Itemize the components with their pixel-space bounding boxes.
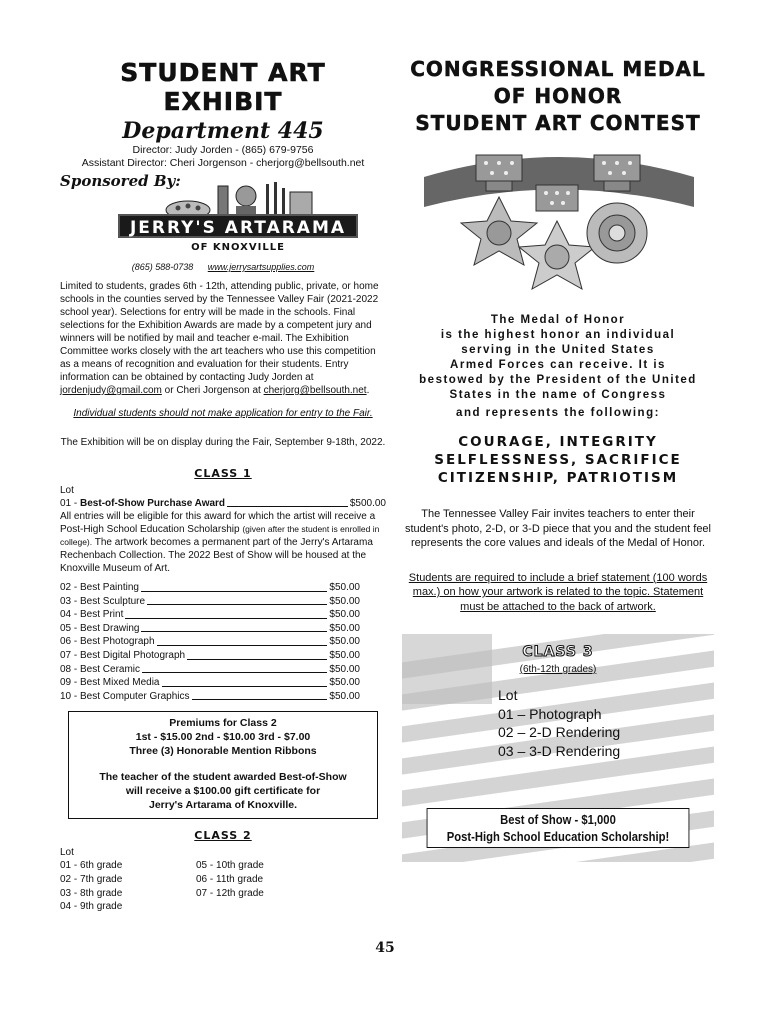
award-label: 05 - Best Drawing — [60, 622, 140, 634]
grade-item: 07 - 12th grade — [196, 887, 264, 899]
award-row — [60, 635, 360, 649]
award-label: 02 - Best Painting — [60, 582, 139, 593]
award-label: 09 - Best Mixed Media — [60, 677, 160, 689]
best-of-show-line-2: Post-High School Education Scholarship! — [446, 830, 670, 844]
class2-grades — [60, 859, 386, 913]
best-of-show-line-1: Best of Show - $1,000 — [500, 813, 616, 827]
sponsor-website-link[interactable]: www.jerrysartsupplies.com — [207, 262, 315, 272]
teacher-line-1: The teacher of the student awarded Best-of-Show — [99, 771, 347, 784]
grade-item: 03 - 8th grade — [60, 887, 123, 899]
grades-column-1 — [60, 859, 196, 913]
contest-title — [402, 56, 714, 137]
grade-item: 02 - 7th grade — [60, 873, 123, 885]
award-row — [60, 676, 360, 690]
grade-item: 01 - 6th grade — [60, 860, 123, 872]
medal-of-honor-icon — [424, 147, 694, 307]
award-label: 06 - Best Photograph — [60, 636, 155, 648]
award-amount: $50.00 — [329, 690, 360, 702]
award-row — [60, 690, 360, 704]
exhibit-title: STUDENT ART EXHIBIT — [120, 58, 326, 116]
best-show-desc-1: All entries will be eligible for this award for which the artist will receive a Post-High School Education Scholarship — [60, 511, 376, 535]
value-line: SELFLESSNESS, SACRIFICE — [434, 452, 682, 468]
assistant-director-line: Assistant Director: Cheri Jorgenson - cherjorg@bellsouth.net — [81, 157, 365, 169]
sponsor-phone: (865) 588-0738 — [131, 262, 194, 272]
teacher-line-2: will receive a $100.00 gift certificate for — [125, 785, 321, 798]
award-amount: $50.00 — [329, 663, 360, 675]
grade-item: 06 - 11th grade — [196, 873, 264, 885]
page-number: 45 — [375, 940, 395, 956]
best-show-lot: 01 - — [60, 498, 81, 509]
right-column — [402, 56, 714, 862]
medal-text-line: bestowed by the President of the United — [419, 374, 697, 386]
period: . — [366, 385, 370, 396]
application-notice: Individual students should not make application for entry to the Fair. — [73, 408, 373, 419]
award-label: 08 - Best Ceramic — [60, 663, 141, 675]
art-supplies-illustration-icon — [118, 182, 358, 218]
award-amount: $50.00 — [329, 649, 360, 661]
award-amount: $50.00 — [329, 636, 360, 648]
invite-paragraph: The Tennessee Valley Fair invites teachers to enter their student's photo, 2-D, or 3-D piece that you and the student feel represents the core values and ideals of the Medal of Honor. — [404, 508, 711, 549]
medal-text-line: States in the name of Congress — [449, 389, 667, 401]
value-line: COURAGE, INTEGRITY — [458, 434, 658, 450]
best-of-show-box — [427, 808, 690, 848]
contest-title-line-3: STUDENT ART CONTEST — [415, 111, 701, 135]
award-label: 03 - Best Sculpture — [60, 595, 146, 607]
award-amount: $50.00 — [329, 677, 360, 689]
grade-item: 05 - 10th grade — [196, 860, 264, 872]
award-amount: $50.00 — [329, 595, 360, 607]
contest-title-line-1: CONGRESSIONAL MEDAL — [410, 57, 706, 81]
medal-text-line: serving in the United States — [461, 344, 655, 356]
class2-lot-label: Lot — [60, 847, 74, 859]
award-row — [60, 608, 360, 622]
sponsored-by-label: Sponsored By: — [60, 172, 181, 190]
award-list — [60, 581, 360, 703]
award-label: 10 - Best Computer Graphics — [60, 690, 190, 702]
class1-heading: CLASS 1 — [194, 467, 252, 480]
award-row — [60, 581, 360, 595]
award-label: 04 - Best Print — [60, 609, 124, 621]
medal-text-line: and represents the following: — [456, 407, 660, 419]
award-label: 07 - Best Digital Photograph — [60, 649, 186, 661]
sponsor-contact — [60, 262, 386, 272]
requirement-paragraph: Students are required to include a brief statement (100 words max.) on how your artwork is related to the topic. Statement must be attached to the back of artwork. — [408, 571, 708, 613]
class3-item: 03 – 3-D Rendering — [498, 742, 621, 759]
premiums-title: Premiums for Class 2 — [169, 717, 277, 730]
class3-item: 02 – 2-D Rendering — [498, 724, 621, 740]
best-show-amount: $500.00 — [349, 498, 386, 509]
or-text: or Cheri Jorgenson at — [161, 385, 264, 396]
teacher-line-3: Jerry's Artarama of Knoxville. — [148, 799, 297, 812]
class3-flag-panel — [402, 634, 714, 862]
intro-text: Limited to students, grades 6th - 12th, attending public, private, or home schools in the counties served by the Tennessee Valley Fair (2021-2022 school year). Selections for entry will be made in the schools. Final selections for the Exhibition Awards are made by a competent jury and winners will be notified by mail and teacher e-mail. The Exhibition Committee works closely with the art teachers who use this competition as a means of recognition and evaluation for their students. Entry information can be obtained by contacting Judy Jorden at — [60, 281, 379, 383]
email-link-judy[interactable]: jordenjudy@gmail.com — [60, 385, 162, 396]
award-amount: $50.00 — [329, 622, 360, 634]
medals-illustration — [424, 147, 694, 307]
display-dates: The Exhibition will be on display during the Fair, September 9-18th, 2022. — [60, 437, 386, 448]
award-amount: $50.00 — [329, 609, 360, 621]
class3-grades: (6th-12th grades) — [519, 664, 597, 675]
grade-item: 04 - 9th grade — [60, 901, 123, 913]
award-row — [60, 649, 360, 663]
premiums-amounts: 1st - $15.00 2nd - $10.00 3rd - $7.00 — [135, 731, 311, 744]
award-row — [60, 595, 360, 609]
class3-item: 01 – Photograph — [498, 705, 602, 722]
best-show-desc-2: The artwork becomes a permanent part of the Jerry's Artarama Rechenbach Collection. The 2022 Best of Show will be housed at the Knoxville Museum of Art. — [60, 537, 373, 574]
class3-heading: CLASS 3 — [522, 644, 594, 660]
best-show-desc-small: (given after the student is enrolled in college). — [60, 524, 380, 547]
core-values — [402, 433, 714, 487]
class3-lot-list — [498, 686, 620, 760]
left-column — [60, 58, 386, 914]
award-amount: $50.00 — [329, 582, 360, 593]
intro-paragraph — [60, 280, 386, 397]
best-show-name: Best-of-Show Purchase Award — [80, 498, 226, 509]
grades-column-2 — [196, 859, 336, 913]
award-row — [60, 622, 360, 636]
medal-text-line: Armed Forces can receive. It is — [450, 359, 666, 371]
director-line: Director: Judy Jorden - (865) 679-9756 — [132, 144, 314, 156]
logo-banner: JERRY'S ARTARAMA — [118, 214, 358, 238]
class2-heading: CLASS 2 — [194, 829, 252, 843]
email-link-cheri[interactable]: cherjorg@bellsouth.net — [263, 385, 367, 396]
class1-lot-label: Lot — [60, 485, 74, 496]
medal-text-line: The Medal of Honor — [490, 314, 626, 326]
best-show-row — [60, 497, 386, 510]
department-heading: Department 445 — [122, 118, 324, 144]
value-line: CITIZENSHIP, PATRIOTISM — [437, 470, 679, 486]
premiums-ribbons: Three (3) Honorable Mention Ribbons — [129, 745, 317, 758]
medal-description — [402, 313, 714, 421]
medal-text-line: is the highest honor an individual — [440, 329, 676, 341]
class3-lot-label: Lot — [498, 687, 518, 703]
logo-location: OF KNOXVILLE — [191, 242, 285, 253]
best-show-description — [60, 510, 386, 575]
jerrys-artarama-logo — [118, 182, 358, 262]
contest-title-line-2: OF HONOR — [493, 84, 623, 108]
award-row — [60, 663, 360, 677]
premiums-box — [68, 711, 378, 819]
